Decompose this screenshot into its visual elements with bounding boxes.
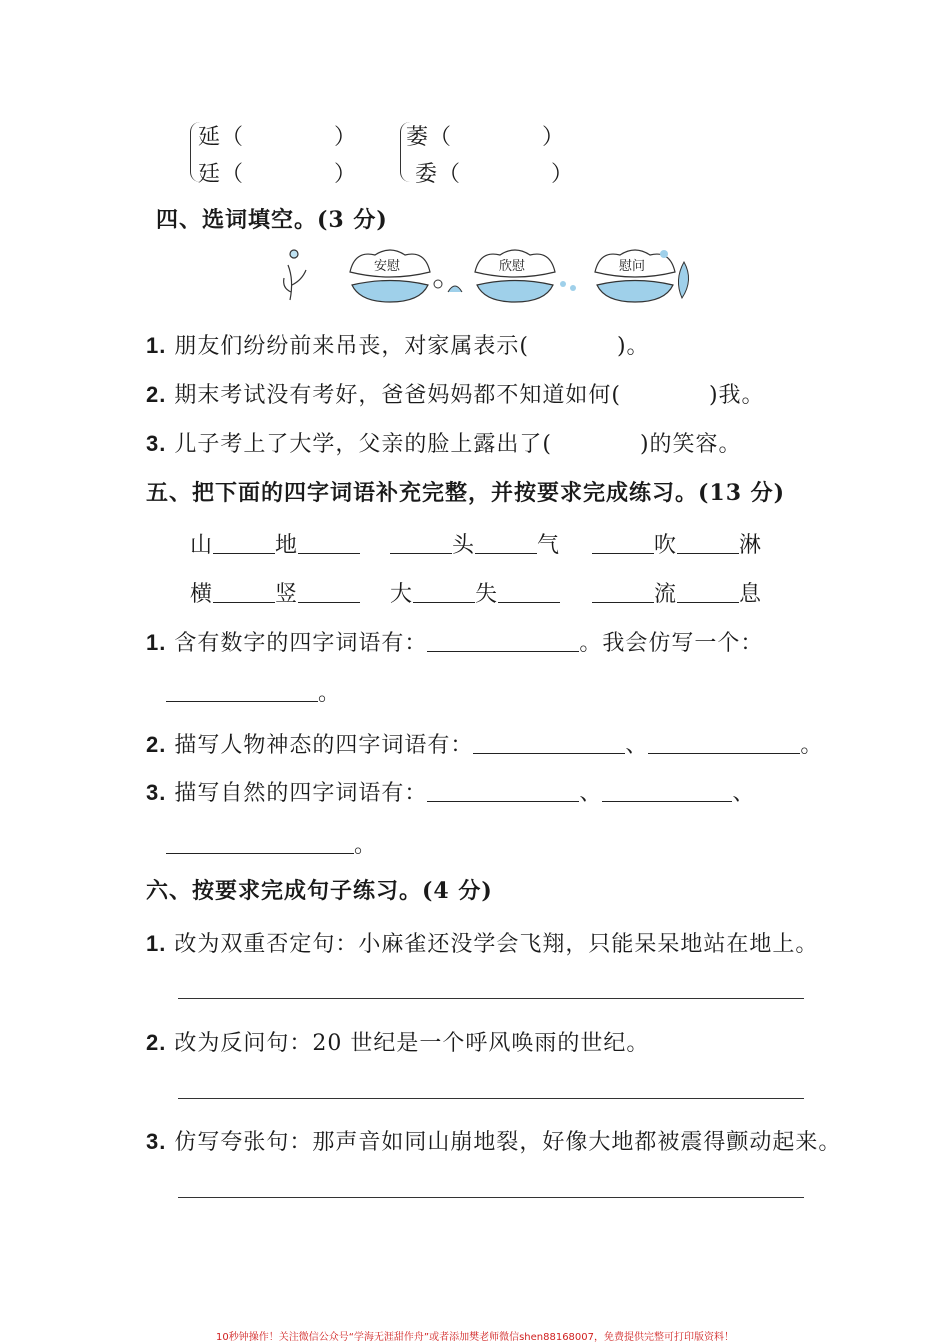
s5-question-3-continued: 。 xyxy=(166,828,377,859)
idiom-item: 大 失 xyxy=(390,577,560,608)
answer-line[interactable] xyxy=(178,998,804,999)
answer-line[interactable] xyxy=(178,1197,804,1198)
char-item: 延（ ） xyxy=(198,125,358,150)
s4-question-3: 3. 儿子考上了大学，父亲的脸上露出了( )的笑容。 xyxy=(146,431,742,457)
choice-label: 欣慰 xyxy=(499,259,526,274)
char-item: 萎（ ） xyxy=(406,125,566,150)
char-item: 廷（ ） xyxy=(198,162,358,187)
s4-question-2: 2. 期末考试没有考好，爸爸妈妈都不知道如何( )我。 xyxy=(146,382,765,408)
idiom-item: 山 地 xyxy=(190,528,360,559)
seaweed-icon xyxy=(284,250,306,300)
choice-label: 慰问 xyxy=(619,259,646,274)
char: 委 xyxy=(415,162,439,187)
idiom-item: 头 气 xyxy=(390,528,560,559)
section-4-title: 四、选词填空。(3 分) xyxy=(156,207,388,233)
char: 延 xyxy=(198,125,222,150)
answer-line[interactable] xyxy=(178,1098,804,1099)
leaf-icon xyxy=(678,262,688,298)
char-item: 委（ ） xyxy=(415,162,575,187)
shell-icon xyxy=(475,250,555,302)
idiom-item: 流 息 xyxy=(592,577,762,608)
s6-question-2: 2. 改为反问句：20 世纪是一个呼风唤雨的世纪。 xyxy=(146,1030,650,1056)
s5-question-3: 3. 描写自然的四字词语有： 、 、 xyxy=(146,780,756,806)
s5-question-1-continued: 。 xyxy=(166,676,341,707)
idiom-item: 吹 淋 xyxy=(592,528,762,559)
s4-question-1: 1. 朋友们纷纷前来吊丧，对家属表示( )。 xyxy=(146,333,650,359)
shell-icon xyxy=(350,250,430,302)
s5-question-2: 2. 描写人物神态的四字词语有： 、 。 xyxy=(146,732,824,758)
char: 廷 xyxy=(198,162,222,187)
idiom-item: 横 竖 xyxy=(190,577,360,608)
s6-question-1: 1. 改为双重否定句：小麻雀还没学会飞翔，只能呆呆地站在地上。 xyxy=(146,931,819,957)
section-6-title: 六、按要求完成句子练习。(4 分) xyxy=(146,878,493,904)
s6-question-3: 3. 仿写夸张句：那声音如同山崩地裂，好像大地都被震得颤动起来。 xyxy=(146,1129,842,1155)
choice-label: 安慰 xyxy=(374,259,401,274)
section-5-title: 五、把下面的四字词语补充完整，并按要求完成练习。(13 分) xyxy=(146,480,786,506)
char: 萎 xyxy=(406,125,430,150)
s5-question-1: 1. 含有数字的四字词语有： 。我会仿写一个： xyxy=(146,630,764,656)
footer-promo-text: 10秒钟操作！关注微信公众号“学海无涯甜作舟”或者添加樊老师微信shen88168007，免费提供完整可打印版资料！ xyxy=(215,1332,735,1343)
word-choice-illustration xyxy=(280,240,700,310)
